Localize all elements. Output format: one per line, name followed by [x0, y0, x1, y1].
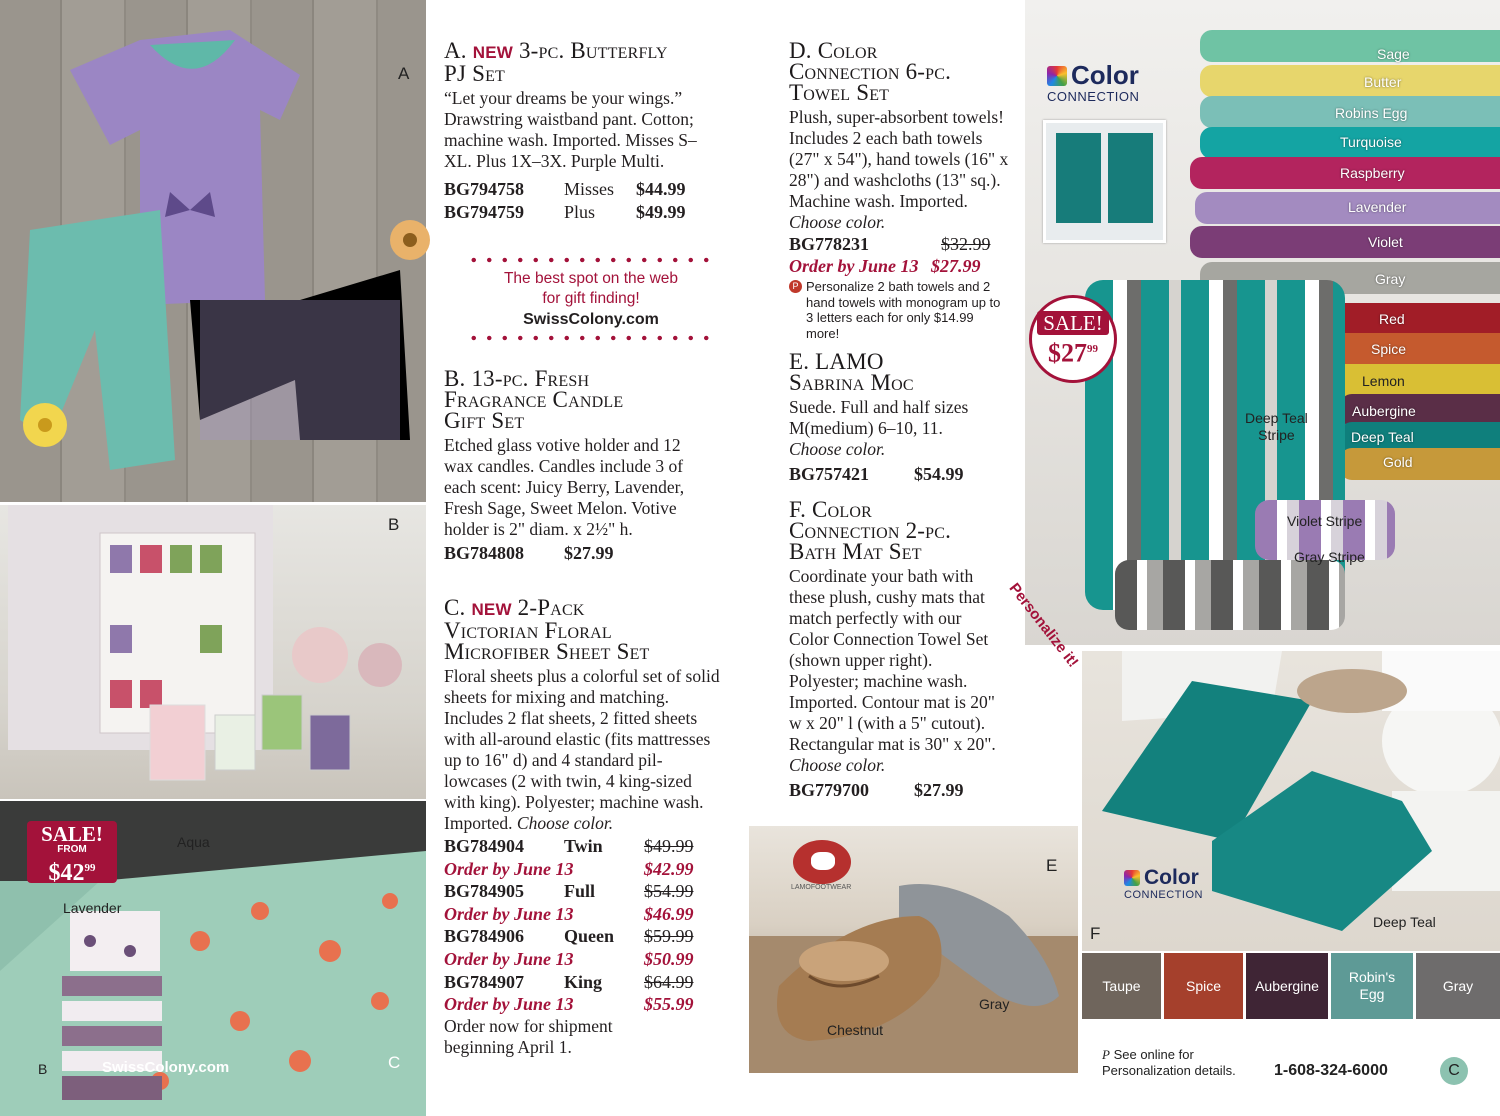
footer-note-line2: Personalization details. [1102, 1063, 1236, 1078]
sku-size: Misses [564, 179, 615, 199]
product-d-choose: Choose color. [789, 212, 886, 232]
product-d-description [789, 107, 1017, 233]
product-f-description-text: Coordinate your bath with these plush, cushy mats that match perfectly with our Color Connection Towel Set (shown upper right). Polyester; machine wash. Imported. Contour mat is 20" w x 20" l (with a 5" cutout). Rectangular mat is 30" x 20". [789, 566, 996, 754]
product-e-description-text: Suede. Full and half sizes M(medium) 6–10, 11. [789, 397, 969, 438]
product-d [789, 40, 1017, 341]
footer-note-line1: See online for [1113, 1047, 1194, 1062]
sku-size: King [564, 971, 603, 992]
photo-letter-c-right: C [388, 1053, 401, 1072]
brand-sub: CONNECTION [1047, 89, 1140, 104]
stripe-label-violet: Violet Stripe [1287, 513, 1363, 529]
towel-label: Gray [1375, 271, 1406, 287]
bathmat-illustration [1082, 651, 1500, 951]
sku-size: Twin [564, 836, 603, 856]
product-c-choose: Choose color. [516, 813, 614, 833]
brand-word: Color [1071, 60, 1139, 90]
stripe-label-deep-teal-line2: Stripe [1258, 427, 1295, 443]
color-connection-logo-f [1124, 866, 1203, 900]
product-e-title-line1: E. LAMO [789, 349, 884, 374]
product-c [444, 597, 744, 1058]
swatch-gray[interactable] [1416, 953, 1500, 1019]
lamo-logo [793, 840, 851, 884]
label-aqua: Aqua [177, 834, 210, 850]
footer-note [1102, 1047, 1236, 1079]
photo-letter-b: B [388, 515, 400, 534]
promo-dots-bottom [466, 335, 716, 341]
product-a-new-badge: NEW [472, 43, 513, 62]
stripe-label-deep-teal [1245, 410, 1308, 444]
product-a [444, 40, 744, 224]
photo-towel-set [1005, 0, 1500, 671]
product-d-title-line1: D. Color [789, 38, 878, 63]
sku-row [789, 233, 1017, 255]
sku-was-price: $64.99 [644, 971, 694, 992]
swatch-label: Spice [1185, 977, 1222, 994]
page-letter: C [1448, 1062, 1460, 1079]
product-c-description-text: Floral sheets plus a colorful set of solid sheets for mixing and matching. Includes 2 flat sheets, 2 fitted sheets with all-around elastic (fits mattresses up to 16" d) and 4 standard pil-lowcases (2 with twin, 4 king-sized with king). Polyester; machine wash. Imported. [444, 666, 720, 833]
promo-box[interactable] [466, 257, 716, 341]
sku-row [789, 463, 1017, 486]
promo-url[interactable]: SwissColony.com [523, 311, 659, 328]
product-c-price-table [444, 835, 744, 1016]
product-b-title-line3: Gift Set [444, 408, 525, 433]
column-1 [444, 40, 744, 1058]
product-b-title-line2: Fragrance Candle [444, 387, 624, 412]
towel-violet [1190, 226, 1500, 258]
sku-code: BG779700 [789, 780, 870, 800]
color-connection-mark-icon [1047, 66, 1067, 86]
towel-label: Butter [1364, 74, 1402, 90]
towel-label: Turquoise [1340, 134, 1402, 150]
towel-label: Lemon [1362, 373, 1405, 389]
photo-candle-set [0, 505, 426, 799]
sku-size: Plus [564, 202, 596, 222]
sku-row [444, 178, 744, 201]
photo-url: SwissColony.com [102, 1059, 230, 1076]
order-row [789, 255, 1017, 277]
towel-label: Deep Teal [1351, 429, 1414, 445]
personalize-p-icon: P [1102, 1047, 1110, 1062]
towel-label: Raspberry [1340, 165, 1405, 181]
sku-was-price: $59.99 [644, 926, 694, 947]
sku-row [789, 779, 1017, 802]
sku-code: BG778231 [789, 234, 870, 254]
sku-sale-price: $46.99 [644, 903, 694, 924]
swatch-label: Gray [1442, 977, 1474, 994]
product-c-title [444, 597, 744, 662]
product-f-description [789, 566, 1001, 776]
product-f [789, 499, 1017, 802]
sku-sale-price: $27.99 [931, 256, 981, 276]
product-c-title-line2: Victorian Floral [444, 618, 612, 643]
sku-size: Full [564, 881, 596, 902]
sku-price: $27.99 [914, 780, 964, 800]
product-a-letter: A. [444, 38, 467, 63]
label-chestnut: Chestnut [827, 1022, 884, 1038]
sku-code: BG784906 [444, 926, 525, 947]
product-b-title-line1: B. 13-pc. Fresh [444, 366, 590, 391]
towel-butter [1200, 65, 1500, 97]
sku-was-price: $49.99 [644, 836, 694, 856]
brand-word: Color [1144, 866, 1199, 889]
product-a-title [444, 40, 744, 84]
product-e-title-line2: Sabrina Moc [789, 370, 914, 395]
photo-letter-a: A [398, 64, 410, 83]
towel-gold [1340, 448, 1500, 480]
product-d-title-line3: Towel Set [789, 80, 890, 105]
towel-sale-badge [1029, 295, 1117, 383]
swatch-label: Aubergine [1255, 977, 1319, 994]
product-a-title-line2: PJ Set [444, 61, 506, 86]
product-e-choose: Choose color. [789, 439, 886, 459]
swatch-aubergine[interactable] [1246, 953, 1328, 1019]
towel-label: Violet [1368, 234, 1403, 250]
personalize-it-tag: Personalize it! [1005, 580, 1082, 671]
product-e [789, 351, 1017, 486]
pj-illustration [0, 0, 426, 502]
sku-code: BG784905 [444, 881, 525, 902]
product-d-description-text: Plush, super-absorbent towels! Includes 2 each bath towels (27" x 54"), hand towels (16" x 28") and washcloths (13" sq.). Machine wash. Imported. [789, 107, 1009, 211]
sku-code: BG784907 [444, 971, 525, 992]
towel-label: Robins Egg [1335, 105, 1408, 121]
label-deep-teal: Deep Teal [1373, 914, 1436, 930]
color-connection-mark-icon [1124, 870, 1140, 886]
towel-sale-word: SALE! [1037, 311, 1109, 335]
towel-sale-price: $27 [1048, 338, 1087, 368]
product-f-title-line2: Connection 2-pc. [789, 518, 952, 543]
stripe-label-deep-teal-line1: Deep Teal [1245, 410, 1308, 426]
color-connection-logo [1047, 60, 1139, 103]
towel-label: Spice [1371, 341, 1407, 357]
towel-label: Gold [1383, 454, 1413, 470]
sheet-sale-word: SALE! [41, 822, 103, 846]
swatch-robins-egg[interactable] [1331, 953, 1413, 1019]
order-by-label: Order by June 13 [444, 858, 574, 879]
photo-letter-e: E [1046, 856, 1058, 875]
sheet-sale-price: $42 [48, 860, 85, 886]
swatch-label: Robin's Egg [1348, 969, 1396, 1002]
towel-sale-cents: 99 [1087, 342, 1098, 355]
sheet-sale-badge [27, 821, 117, 886]
product-b-title [444, 368, 744, 431]
product-f-choose: Choose color. [789, 755, 886, 775]
sku-was-price: $32.99 [941, 234, 991, 254]
sku-code: BG794759 [444, 202, 525, 222]
product-a-skus [444, 178, 744, 224]
photo-sheet-set [0, 801, 426, 1116]
striped-towel-gray [1115, 560, 1345, 630]
sku-row [444, 201, 744, 224]
product-e-description [789, 397, 989, 460]
order-by-label: Order by June 13 [789, 256, 919, 276]
sku-code: BG757421 [789, 464, 870, 484]
product-a-title-line1: 3-pc. Butterfly [518, 38, 668, 63]
sku-sale-price: $55.99 [644, 994, 694, 1015]
product-f-title [789, 499, 1017, 562]
sku-was-price: $54.99 [644, 881, 694, 902]
product-c-title-line3: Microfiber Sheet Set [444, 639, 650, 664]
product-c-letter: C. [444, 595, 466, 620]
product-f-title-line1: F. Color [789, 497, 872, 522]
sku-price: $54.99 [914, 464, 964, 484]
sheet-sale-from: FROM [57, 844, 87, 855]
photo-bath-mats [1082, 651, 1500, 951]
candle-illustration [0, 505, 426, 799]
product-c-title-line1: 2-Pack [517, 595, 585, 620]
photo-letter-f: F [1090, 924, 1101, 943]
towel-sage [1200, 30, 1500, 62]
brand-sub: CONNECTION [1124, 889, 1203, 901]
towel-label: Aubergine [1352, 403, 1416, 419]
page-letter-badge [1440, 1057, 1468, 1085]
personalize-p-icon: P [789, 280, 802, 293]
product-b-description: Etched glass votive holder and 12 wax candles. Candles include 3 of each scent: Juicy Berry, Lavender, Fresh Sage, Sweet Melon. Votive holder is 2" diam. x 2½" h. [444, 435, 685, 539]
promo-line1: The best spot on the web [503, 270, 679, 287]
product-e-title [789, 351, 1017, 393]
towel-label: Sage [1377, 46, 1410, 62]
order-by-label: Order by June 13 [444, 994, 574, 1015]
product-d-title-line2: Connection 6-pc. [789, 59, 952, 84]
sheet-sale-cents: 99 [84, 862, 96, 874]
product-c-shipment-note: Order now for shipment beginning April 1. [444, 1015, 613, 1057]
swatch-taupe[interactable] [1082, 953, 1161, 1019]
product-f-title-line3: Bath Mat Set [789, 539, 922, 564]
swatch-label: Taupe [1102, 977, 1141, 994]
product-c-new-badge: NEW [471, 600, 512, 619]
sku-sale-price: $42.99 [644, 858, 694, 879]
promo-dots-top [466, 257, 716, 263]
column-2 [789, 40, 1017, 802]
personalize-note [789, 279, 1017, 341]
sku-price: $44.99 [636, 179, 686, 199]
phone-number[interactable]: 1-608-324-6000 [1274, 1062, 1388, 1079]
lamo-brand: LAMOFOOTWEAR [791, 884, 852, 891]
product-b [444, 368, 744, 565]
order-by-label: Order by June 13 [444, 903, 574, 924]
sku-price: $27.99 [564, 543, 614, 563]
photo-pj-set [0, 0, 426, 502]
sku-code: BG784808 [444, 543, 525, 563]
label-lavender: Lavender [63, 900, 122, 916]
towel-label: Lavender [1348, 199, 1407, 215]
stripe-label-gray: Gray Stripe [1294, 549, 1365, 565]
order-by-label: Order by June 13 [444, 948, 574, 969]
swatch-spice[interactable] [1164, 953, 1243, 1019]
photo-moccasins [749, 826, 1078, 1073]
sku-row [444, 542, 744, 565]
sku-price: $49.99 [636, 202, 686, 222]
label-gray: Gray [979, 996, 1010, 1012]
towel-inset-photo [1043, 120, 1166, 243]
towel-label: Red [1379, 311, 1405, 327]
sku-code: BG794758 [444, 179, 525, 199]
promo-line2: for gift finding! [542, 290, 640, 307]
product-d-title [789, 40, 1017, 103]
sku-code: BG784904 [444, 836, 525, 856]
photo-letter-c-left: B [38, 1061, 48, 1077]
product-c-description [444, 666, 722, 834]
personalize-note-text: Personalize 2 bath towels and 2 hand towels with monogram up to 3 letters each for only $14.99 more! [806, 279, 1001, 341]
product-a-description: “Let your dreams be your wings.” Drawstring waistband pant. Cotton; machine wash. Imported. Misses S–XL. Plus 1X–3X. Purple Multi. [444, 88, 697, 171]
sku-size: Queen [564, 926, 615, 947]
sku-sale-price: $50.99 [644, 948, 694, 969]
